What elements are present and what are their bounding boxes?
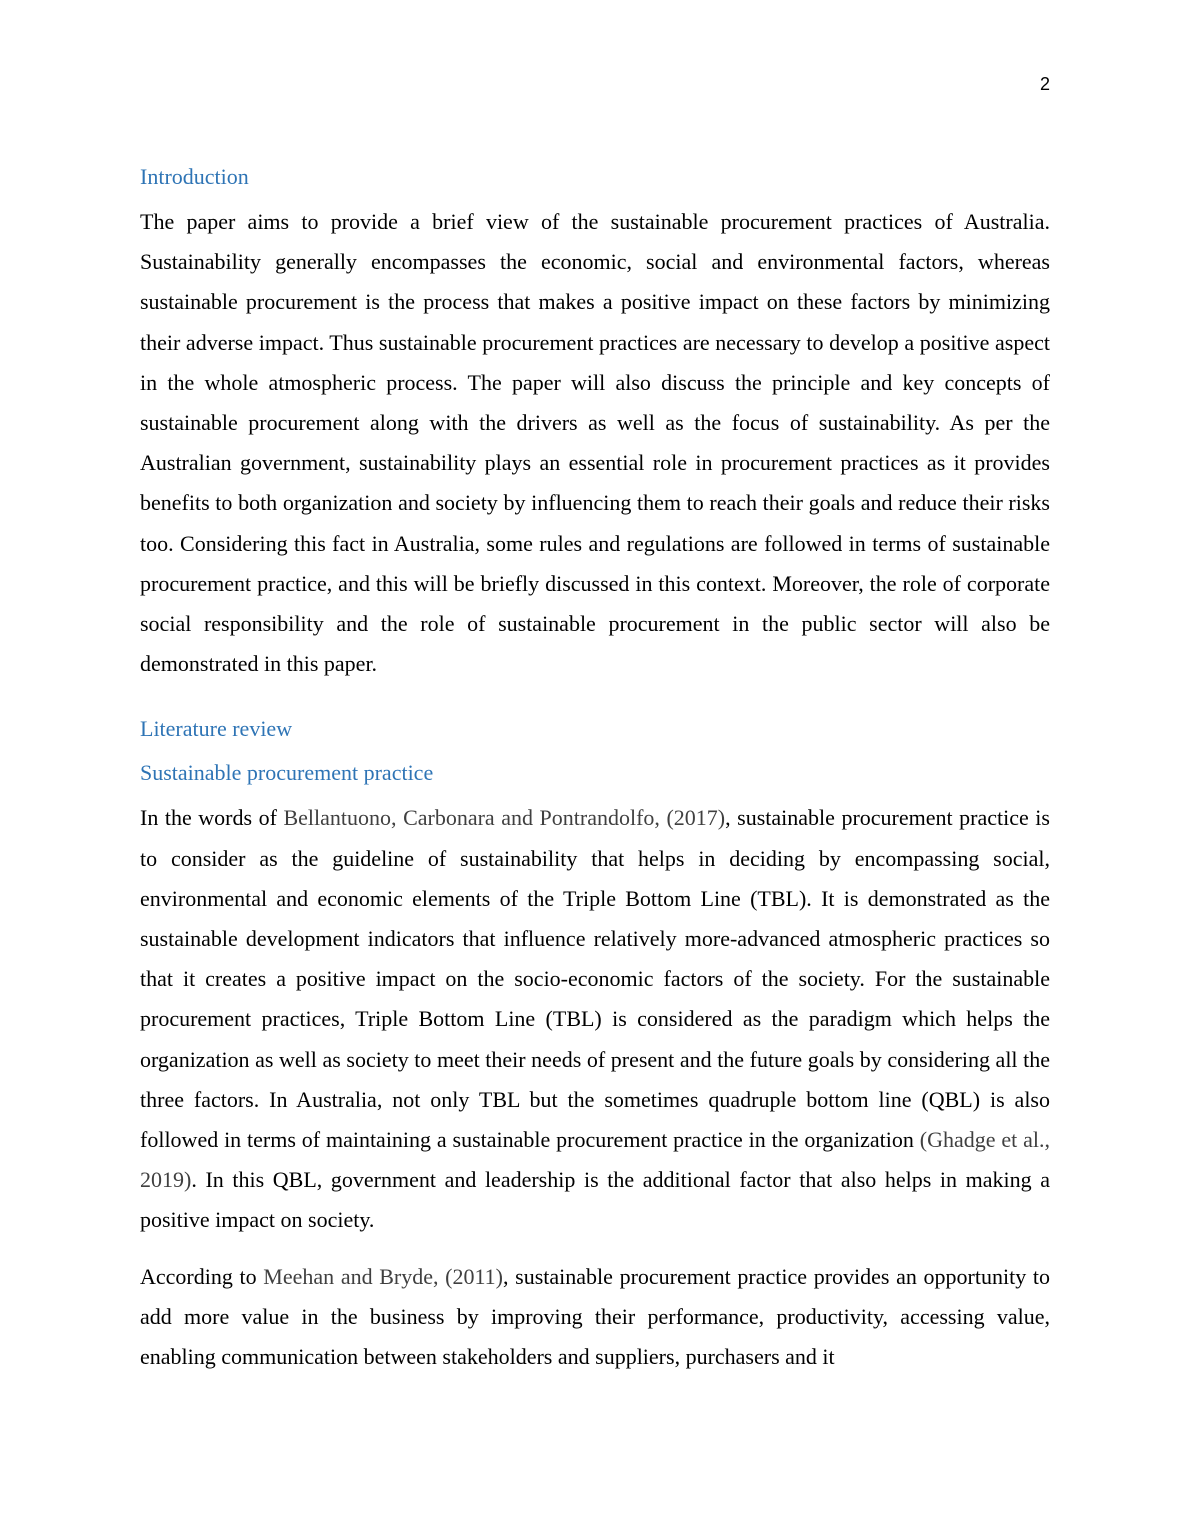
introduction-heading: Introduction [140,164,249,189]
paragraph-1-body: , sustainable procurement practice is to consider as the guideline of sustainability that helps in deciding by encompassing social, environmental and economic elements of the Triple Bottom Line (TBL). It is demonstrated as the sustainable development indicators that influence relatively more-advanced atmospheric practices so that it creates a positive impact on the socio-economic factors of the society. For the sustainable procurement practices, Triple Bottom Line (TBL) is considered as the paradigm which helps the organization as well as society to meet their needs of present and the future goals by considering all the three factors. In Australia, not only TBL but the sometimes quadruple bottom line (QBL) is also followed in terms of maintaining a sustainable procurement practice in the organization [140,805,1050,1153]
citation-bellantuono: Bellantuono, Carbonara and Pontrandolfo, (2017) [283,805,726,831]
paragraph-1-prefix: In the words of [140,805,284,831]
citation-ghadge: (Ghadge et al., 2019) [140,1127,1050,1193]
literature-review-heading: Literature review [140,716,293,742]
literature-paragraph-1 [140,798,1050,1240]
introduction-paragraph: The paper aims to provide a brief view of the sustainable procurement practices of Australia. Sustainability generally encompasses the economic, social and environmental factors, whereas sustainable procurement is the process that makes a positive impact on these factors by minimizing their adverse impact. Thus sustainable procurement practices are necessary to develop a positive aspect in the whole atmospheric process. The paper will also discuss the principle and key concepts of sustainable procurement along with the drivers as well as the focus of sustainability. As per the Australian government, sustainability plays an essential role in procurement practices as it provides benefits to both organization and society by influencing them to reach their goals and reduce their risks too. Considering this fact in Australia, some rules and regulations are followed in terms of sustainable procurement practice, and this will be briefly discussed in this context. Moreover, the role of corporate social responsibility and the role of sustainable procurement in the public sector will also be demonstrated in this paper. [140,209,1050,677]
citation-meehan: Meehan and Bryde, (2011) [263,1263,504,1289]
literature-paragraph-2 [140,1257,1050,1378]
document-body [140,162,1050,1377]
paragraph-2-prefix: According to [140,1263,264,1289]
sustainable-procurement-subheading: Sustainable procurement practice [140,760,434,786]
paragraph-1-suffix: . In this QBL, government and leadership is the additional factor that also helps in making a positive impact on society. [140,1167,1050,1233]
paragraph-2-suffix: , sustainable procurement practice provides an opportunity to add more value in the business by improving their performance, productivity, accessing value, enabling communication between stakeholders and suppliers, purchasers and it [140,1263,1050,1370]
page-number: 2 [1039,74,1050,94]
